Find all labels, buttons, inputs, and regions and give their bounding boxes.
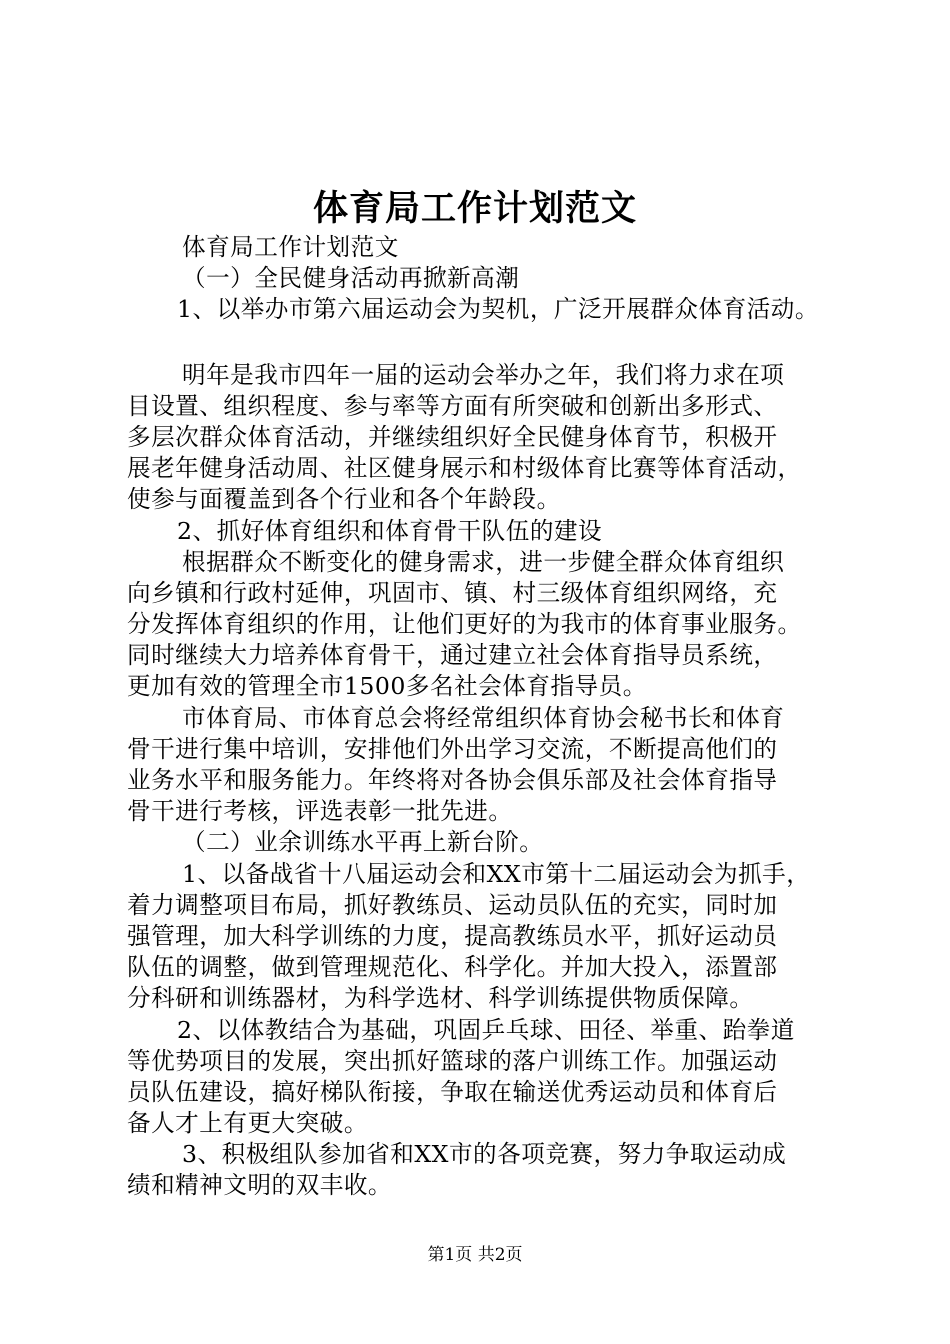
paragraph-line: 使参与面覆盖到各个行业和各个年龄段。 bbox=[127, 485, 561, 514]
paragraph-line: 目设置、组织程度、参与率等方面有所突破和创新出多形式、 bbox=[127, 391, 778, 420]
paragraph-line: 业务水平和服务能力。年终将对各协会俱乐部及社会体育指导 bbox=[127, 766, 778, 794]
paragraph-line: 多层次群众体育活动，并继续组织好全民健身体育节，积极开 bbox=[127, 422, 778, 451]
blank-line bbox=[127, 326, 857, 360]
paragraph-line: 向乡镇和行政村延伸，巩固市、镇、村三级体育组织网络，充 bbox=[127, 578, 778, 607]
paragraph-line: 根据群众不断变化的健身需求，进一步健全群众体育组织 bbox=[182, 547, 785, 576]
paragraph-line: 明年是我市四年一届的运动会举办之年，我们将力求在项 bbox=[182, 360, 785, 389]
paragraph-line: 分发挥体育组织的作用，让他们更好的为我市的体育事业服务。 bbox=[127, 610, 802, 639]
document-title: 体育局工作计划范文 bbox=[312, 188, 637, 229]
paragraph-line: 市体育局、市体育总会将经常组织体育协会秘书长和体育 bbox=[182, 703, 785, 732]
paragraph-line: 员队伍建设，搞好梯队衔接，争取在输送优秀运动员和体育后 bbox=[127, 1077, 778, 1106]
paragraph-line: 绩和精神文明的双丰收。 bbox=[127, 1171, 393, 1200]
item-heading: 2、抓好体育组织和体育骨干队伍的建设 bbox=[177, 516, 603, 545]
paragraph-line: 同时继续大力培养体育骨干，通过建立社会体育指导员系统， bbox=[127, 641, 778, 670]
paragraph-line: 队伍的调整，做到管理规范化、科学化。并加大投入，添置部 bbox=[127, 953, 778, 982]
paragraph-line: 2、以体教结合为基础，巩固乒乓球、田径、举重、跆拳道 bbox=[177, 1015, 795, 1044]
paragraph-line: 更加有效的管理全市1500多名社会体育指导员。 bbox=[127, 672, 647, 701]
item-heading: 1、以举办市第六届运动会为契机，广泛开展群众体育活动。 bbox=[177, 295, 819, 324]
section-heading: （一）全民健身活动再掀新高潮 bbox=[182, 264, 520, 293]
paragraph-line: 骨干进行集中培训，安排他们外出学习交流，不断提高他们的 bbox=[127, 734, 778, 763]
paragraph-line: 备人才上有更大突破。 bbox=[127, 1109, 368, 1138]
paragraph-line: 分科研和训练器材，为科学选材、科学训练提供物质保障。 bbox=[127, 984, 754, 1013]
paragraph-line: 展老年健身活动周、社区健身展示和村级体育比赛等体育活动， bbox=[127, 454, 802, 483]
paragraph-line: 3、积极组队参加省和XX市的各项竞赛，努力争取运动成 bbox=[182, 1140, 787, 1169]
paragraph-line: 等优势项目的发展，突出抓好篮球的落户训练工作。加强运动 bbox=[127, 1046, 778, 1075]
paragraph-line: 强管理，加大科学训练的力度，提高教练员水平，抓好运动员 bbox=[127, 921, 778, 950]
document-body bbox=[127, 232, 857, 1202]
page-number-footer: 第1页 共2页 bbox=[427, 1245, 523, 1265]
paragraph-line: 着力调整项目布局，抓好教练员、运动员队伍的充实，同时加 bbox=[127, 890, 778, 919]
paragraph-line: 骨干进行考核，评选表彰一批先进。 bbox=[127, 797, 513, 826]
subtitle-line: 体育局工作计划范文 bbox=[182, 233, 399, 261]
section-heading: （二）业余训练水平再上新台阶。 bbox=[182, 828, 544, 857]
paragraph-line: 1、以备战省十八届运动会和XX市第十二届运动会为抓手， bbox=[182, 859, 811, 888]
